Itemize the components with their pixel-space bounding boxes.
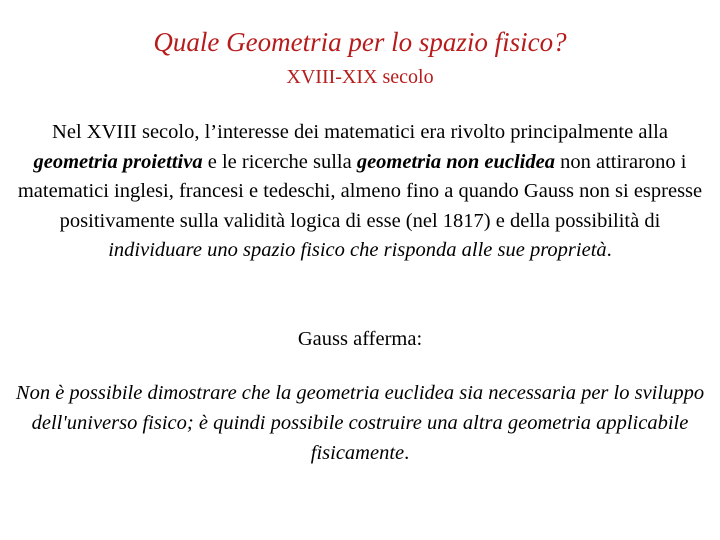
emphasis-geometria-non-euclidea: geometria non euclidea bbox=[356, 150, 555, 173]
gauss-label: Gauss afferma: bbox=[297, 328, 423, 350]
quote-text: Non è possibile dimostrare che la geometria euclidea sia necessaria per lo sviluppo dell'universo fisico; è quindi possibile costruire una altra geometria applicabile fisicamente bbox=[15, 382, 705, 464]
paragraph-text-3: non attirarono i matematici inglesi, francesi e tedeschi, almeno fino a quando Gauss non si espresse positivamente sulla validità logica di esse (nel 1817) e della possibilità di bbox=[17, 150, 703, 232]
emphasis-spazio-fisico: individuare uno spazio fisico che risponda alle sue proprietà bbox=[108, 239, 607, 261]
slide-subtitle: XVIII-XIX secolo bbox=[286, 66, 434, 88]
paragraph-text-4: . bbox=[606, 239, 612, 261]
paragraph-text-1: Nel XVIII secolo, l’interesse dei matematici era rivolto principalmente alla bbox=[52, 121, 668, 143]
intro-paragraph bbox=[14, 118, 706, 266]
paragraph-text-2: e le ricerche sulla bbox=[202, 150, 357, 173]
slide-title: Quale Geometria per lo spazio fisico? bbox=[153, 27, 567, 57]
quote-end: . bbox=[404, 442, 410, 464]
emphasis-geometria-proiettiva: geometria proiettiva bbox=[33, 150, 203, 173]
gauss-quote bbox=[14, 378, 706, 468]
